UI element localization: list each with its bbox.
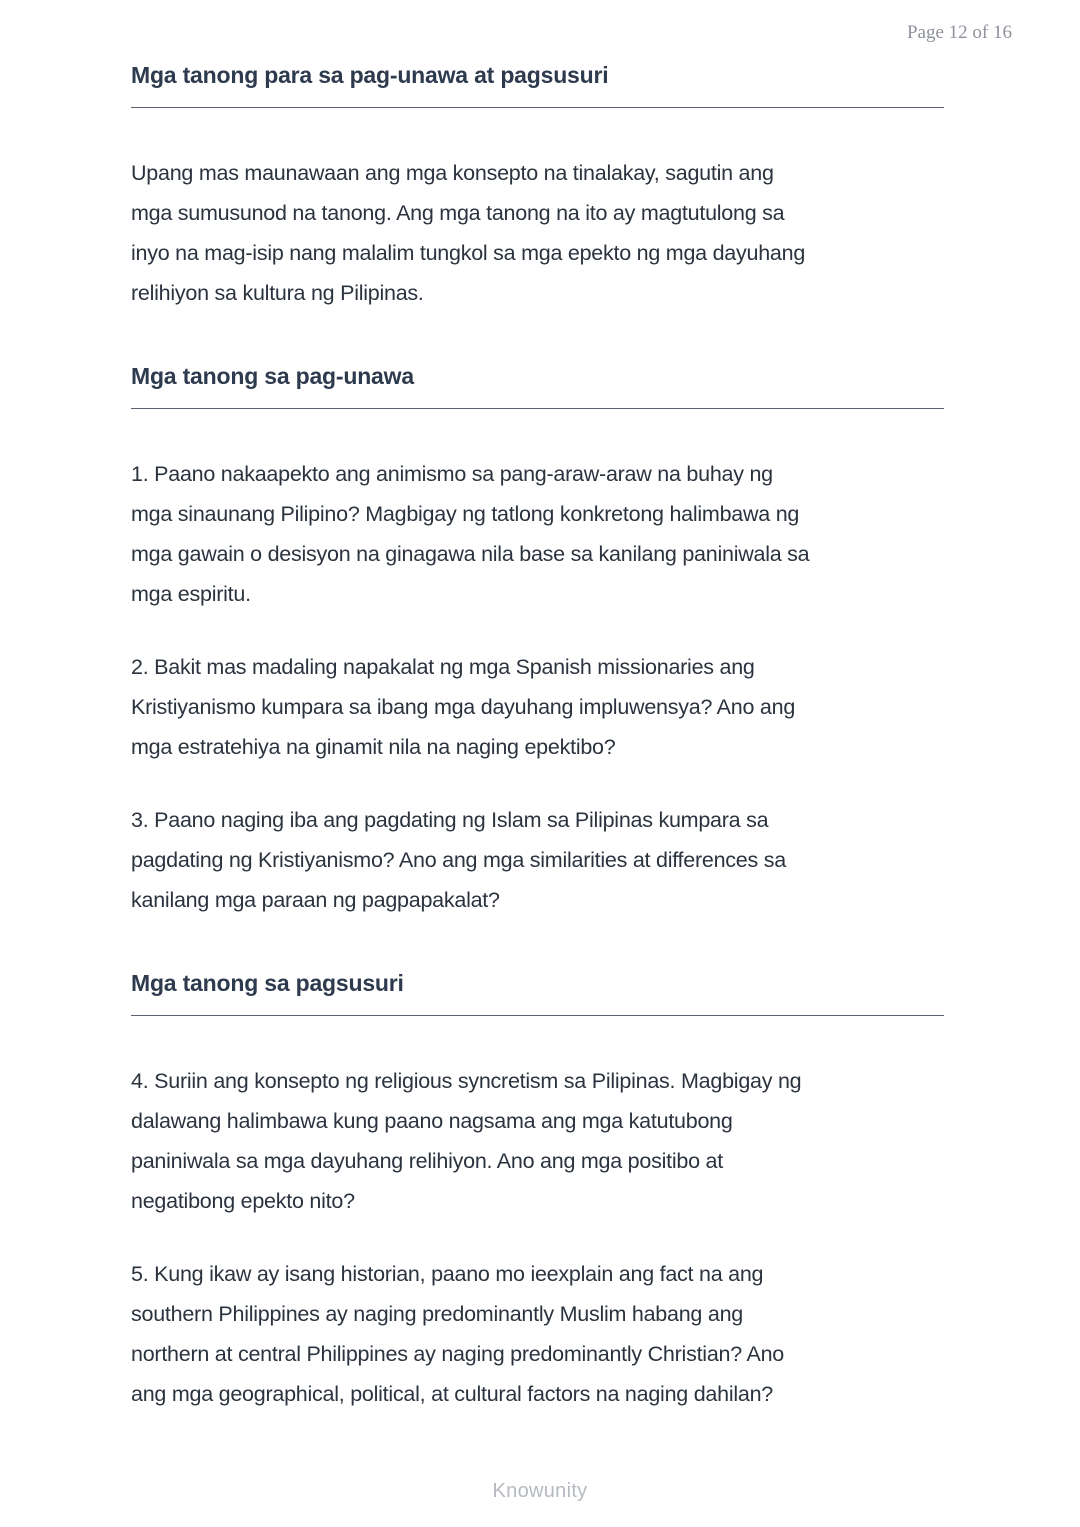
paragraph [131, 800, 944, 920]
paragraph-line: southern Philippines ay naging predominantly Muslim habang ang [131, 1302, 743, 1326]
paragraph-line: relihiyon sa kultura ng Pilipinas. [131, 281, 424, 305]
page-number: Page 12 of 16 [906, 22, 1012, 43]
paragraph-line: 3. Paano naging iba ang pagdating ng Islam sa Pilipinas kumpara sa [131, 808, 769, 832]
paragraph-line: kanilang mga paraan ng pagpapakalat? [131, 888, 500, 912]
paragraph-line: mga sinaunang Pilipino? Magbigay ng tatlong konkretong halimbawa ng [131, 502, 800, 526]
paragraph-line: mga estratehiya na ginamit nila na naging epektibo? [131, 735, 616, 759]
paragraph-line: Kristiyanismo kumpara sa ibang mga dayuhang impluwensya? Ano ang [131, 695, 796, 719]
paragraph [131, 1254, 944, 1414]
paragraph [131, 1061, 944, 1221]
heading-underline [131, 408, 944, 409]
section-heading [131, 62, 944, 108]
paragraph-line: ang mga geographical, political, at cultural factors na naging dahilan? [131, 1382, 774, 1406]
paragraph [131, 454, 944, 614]
heading-underline [131, 107, 944, 108]
section-heading [131, 970, 944, 1016]
paragraph-line: 2. Bakit mas madaling napakalat ng mga Spanish missionaries ang [131, 655, 755, 679]
paragraph-line: 1. Paano nakaapekto ang animismo sa pang-araw-araw na buhay ng [131, 462, 773, 486]
section-heading-text: Mga tanong sa pagsusuri [131, 970, 404, 996]
section-heading-text: Mga tanong sa pag-unawa [131, 363, 414, 389]
paragraph-line: 4. Suriin ang konsepto ng religious syncretism sa Pilipinas. Magbigay ng [131, 1069, 802, 1093]
paragraph-line: inyo na mag-isip nang malalim tungkol sa mga epekto ng mga dayuhang [131, 241, 806, 265]
paragraph-line: pagdating ng Kristiyanismo? Ano ang mga similarities at differences sa [131, 848, 786, 872]
paragraph-line: dalawang halimbawa kung paano nagsama ang mga katutubong [131, 1109, 733, 1133]
paragraph-line: Upang mas maunawaan ang mga konsepto na tinalakay, sagutin ang [131, 161, 774, 185]
paragraph-line: mga sumusunod na tanong. Ang mga tanong na ito ay magtutulong sa [131, 201, 785, 225]
section-heading-text: Mga tanong para sa pag-unawa at pagsusuri [131, 62, 609, 88]
paragraph-line: negatibong epekto nito? [131, 1189, 355, 1213]
footer-brand: Knowunity [492, 1480, 588, 1502]
paragraph-line: mga espiritu. [131, 582, 251, 606]
paragraph [131, 153, 944, 313]
document-content [131, 62, 944, 1414]
paragraph-line: northern at central Philippines ay naging predominantly Christian? Ano [131, 1342, 784, 1366]
paragraph-line: mga gawain o desisyon na ginagawa nila base sa kanilang paniniwala sa [131, 542, 810, 566]
section-heading [131, 363, 944, 409]
paragraph [131, 647, 944, 767]
paragraph-line: paniniwala sa mga dayuhang relihiyon. Ano ang mga positibo at [131, 1149, 723, 1173]
paragraph-line: 5. Kung ikaw ay isang historian, paano mo ieexplain ang fact na ang [131, 1262, 764, 1286]
heading-underline [131, 1015, 944, 1016]
